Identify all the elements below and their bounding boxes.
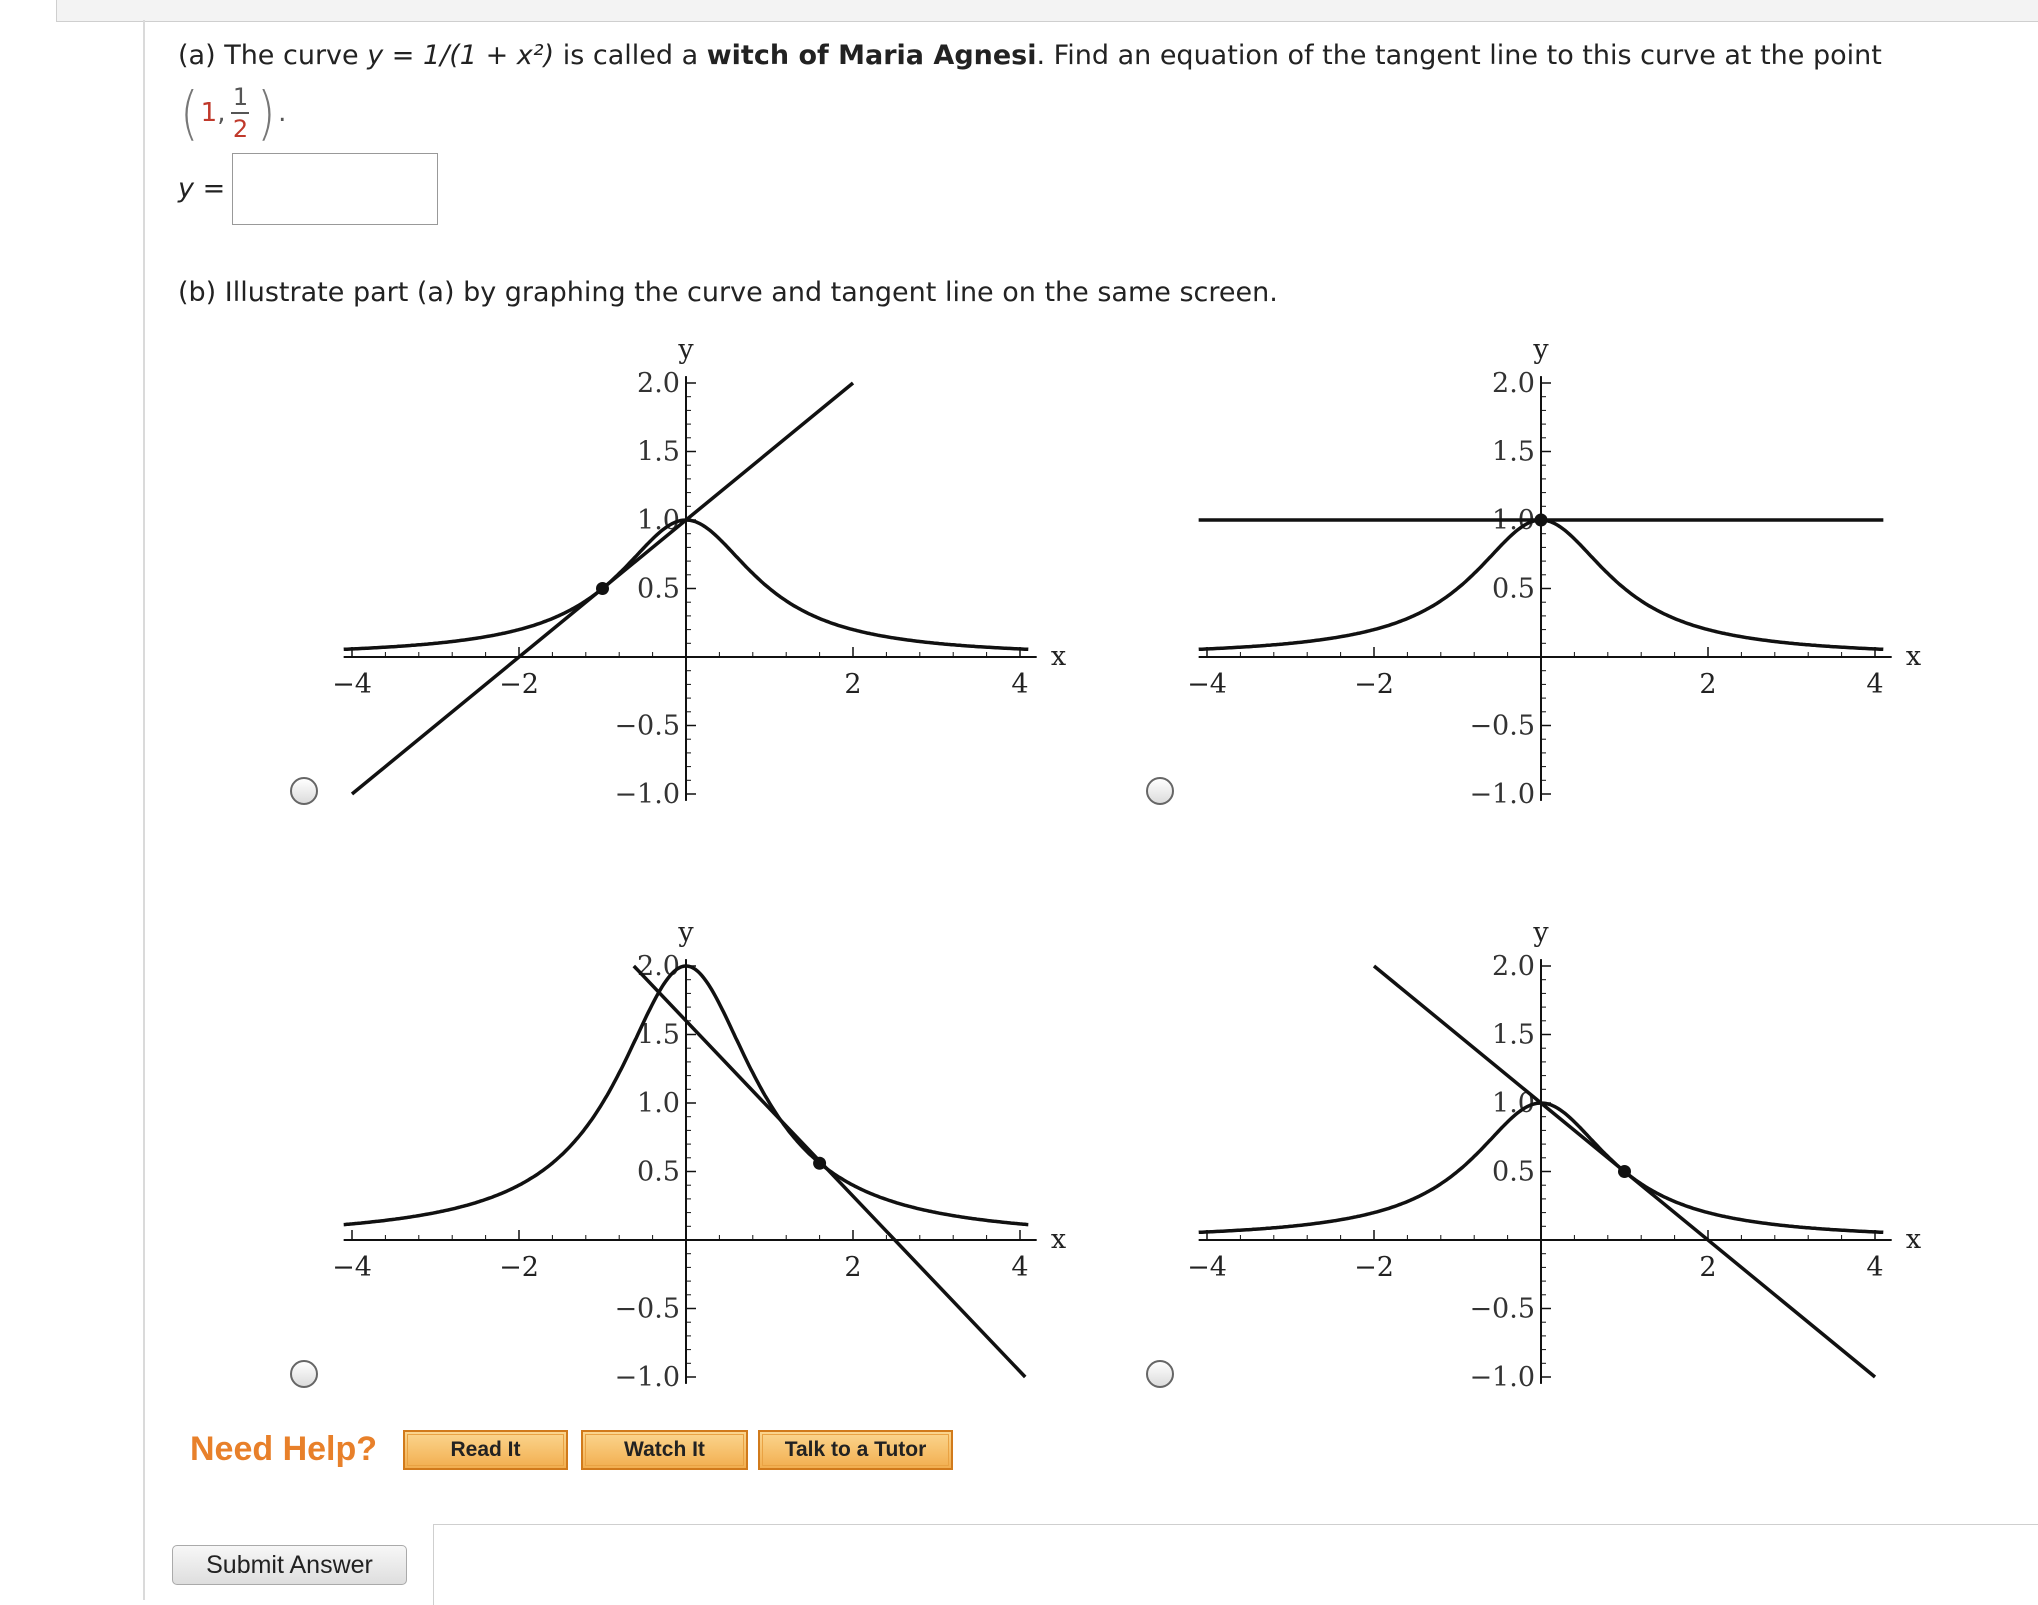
y-axis-label: y [1533, 917, 1549, 948]
x-tick-label: −2 [499, 669, 539, 700]
radio-option-a[interactable] [290, 777, 318, 805]
part-b-question: (b) Illustrate part (a) by graphing the curve and tangent line on the same screen. [178, 277, 1278, 308]
tangency-point [813, 1157, 826, 1170]
graph-svg [1155, 320, 1922, 810]
x-tick-label: 2 [1699, 1252, 1717, 1283]
radio-option-c[interactable] [290, 1360, 318, 1388]
x-tick-label: −4 [1187, 669, 1227, 700]
x-tick-label: 4 [1866, 669, 1884, 700]
y-tick-label: −0.5 [1469, 710, 1535, 742]
tangency-point [596, 582, 609, 595]
y-tick-label: 2.0 [1492, 951, 1535, 982]
need-help-label: Need Help? [190, 1430, 378, 1468]
x-tick-label: 2 [1699, 669, 1717, 700]
part-a-question [178, 40, 1882, 72]
graph-option-a [300, 320, 1067, 810]
answer-label-var: y [178, 173, 194, 204]
y-tick-label: −0.5 [614, 1293, 680, 1325]
x-axis-label: x [1905, 641, 1922, 672]
x-axis-label: x [1050, 641, 1067, 672]
x-tick-label: 2 [844, 669, 862, 700]
watch-it-button[interactable]: Watch It [581, 1430, 748, 1470]
graph-option-d [1155, 903, 1922, 1393]
x-tick-label: −2 [1354, 1252, 1394, 1283]
point-y-numerator: 1 [232, 83, 249, 111]
x-tick-label: −2 [1354, 669, 1394, 700]
y-tick-label: −1.0 [614, 1362, 680, 1393]
y-tick-label: 1.5 [1492, 1019, 1535, 1051]
y-axis-label: y [678, 917, 694, 948]
y-tick-label: 2.0 [1492, 368, 1535, 399]
answer-label-eq: = [193, 173, 226, 204]
tangency-point [1535, 514, 1548, 527]
point-x: 1 [200, 98, 218, 128]
left-rule [143, 20, 145, 1600]
x-tick-label: −4 [332, 1252, 372, 1283]
read-it-button[interactable]: Read It [403, 1430, 568, 1470]
x-tick-label: 4 [1866, 1252, 1884, 1283]
y-tick-label: 0.5 [1492, 573, 1535, 605]
feedback-area [433, 1524, 2038, 1605]
x-axis-label: x [1050, 1224, 1067, 1255]
part-a-middle: is called a [554, 40, 707, 71]
talk-to-tutor-button[interactable]: Talk to a Tutor [758, 1430, 953, 1470]
y-tick-label: −1.0 [1469, 1362, 1535, 1393]
submit-answer-button[interactable]: Submit Answer [172, 1545, 407, 1585]
y-tick-label: 0.5 [637, 573, 680, 605]
point-y-fraction [231, 85, 249, 141]
y-tick-label: 1.5 [637, 1019, 680, 1051]
graph-svg [300, 320, 1067, 810]
y-axis-label: y [678, 334, 694, 365]
x-tick-label: 2 [844, 1252, 862, 1283]
y-tick-label: 1.0 [637, 505, 680, 536]
radio-option-d[interactable] [1146, 1360, 1174, 1388]
x-tick-label: 4 [1011, 669, 1029, 700]
y-axis-label: y [1533, 334, 1549, 365]
top-frame [56, 0, 2038, 22]
point-end: . [278, 98, 287, 128]
graph-option-c [300, 903, 1067, 1393]
part-a-bold-term: witch of Maria Agnesi [706, 40, 1037, 71]
y-tick-label: 0.5 [1492, 1156, 1535, 1188]
y-tick-label: 1.5 [637, 436, 680, 468]
graph-option-b [1155, 320, 1922, 810]
tangency-point [1618, 1165, 1631, 1178]
part-a-prefix: (a) The curve [178, 40, 368, 71]
tangent-point: ( 1 , $\frac{1}{2}$ ) . [180, 79, 287, 147]
y-tick-label: 1.0 [1492, 505, 1535, 536]
part-a-equation: y = 1/(1 + x²) [367, 40, 555, 71]
y-tick-label: 2.0 [637, 951, 680, 982]
y-tick-label: −0.5 [614, 710, 680, 742]
radio-option-b[interactable] [1146, 777, 1174, 805]
x-axis-label: x [1905, 1224, 1922, 1255]
x-tick-label: −4 [332, 669, 372, 700]
x-tick-label: −2 [499, 1252, 539, 1283]
answer-label [178, 173, 225, 204]
y-tick-label: −0.5 [1469, 1293, 1535, 1325]
y-tick-label: −1.0 [1469, 779, 1535, 810]
x-tick-label: 4 [1011, 1252, 1029, 1283]
graph-svg [1155, 903, 1922, 1393]
y-tick-label: 1.0 [637, 1088, 680, 1119]
point-y-denominator: 2 [232, 115, 249, 143]
y-tick-label: 0.5 [637, 1156, 680, 1188]
y-tick-label: 2.0 [637, 368, 680, 399]
x-tick-label: −4 [1187, 1252, 1227, 1283]
y-tick-label: 1.0 [1492, 1088, 1535, 1119]
y-tick-label: −1.0 [614, 779, 680, 810]
part-a-suffix: . Find an equation of the tangent line to this curve at the point [1036, 40, 1882, 71]
tangent-answer-input[interactable] [232, 153, 438, 225]
y-tick-label: 1.5 [1492, 436, 1535, 468]
graph-svg [300, 903, 1067, 1393]
